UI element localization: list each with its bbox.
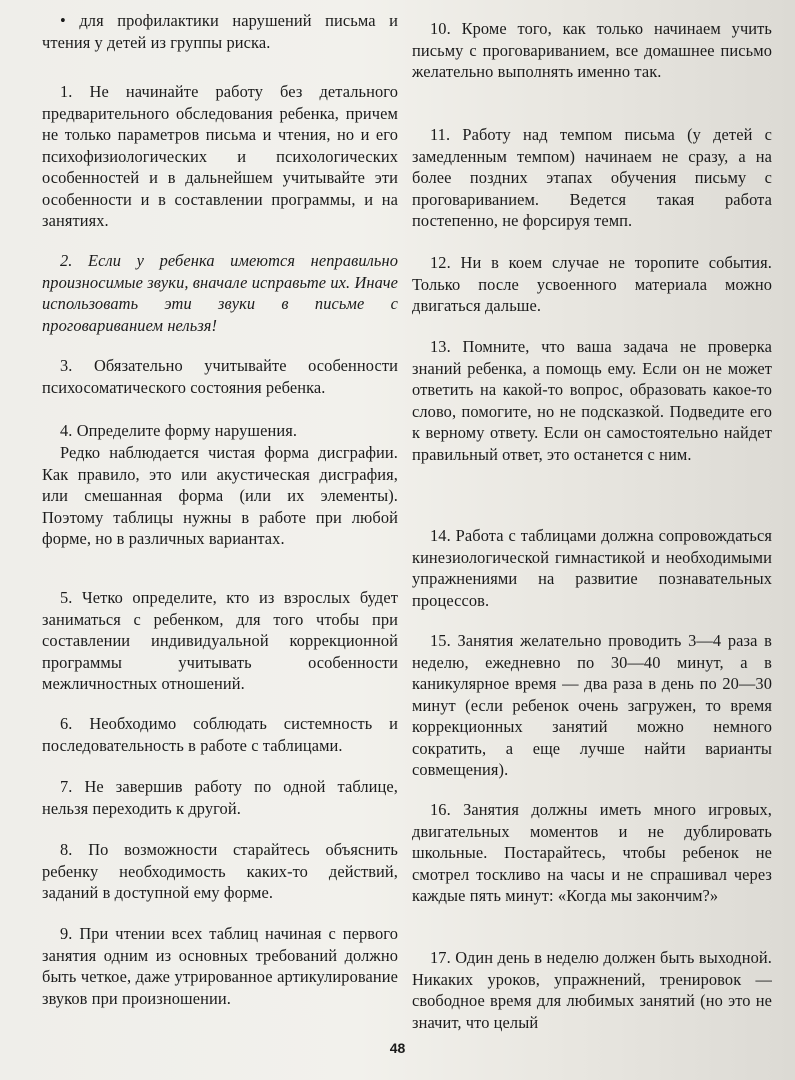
paragraph-4-body: Редко наблюдается чистая форма дисграфии. Как правило, это или акустическая дисграфия, или смешанная форма (или их элементы). Поэтому таблицы нужны в работе при любой форме, но в различных вариантах. bbox=[42, 443, 398, 548]
paragraph-5: 5. Четко определите, кто из взрослых будет заниматься с ребенком, для того чтобы при составлении индивидуальной коррекционной программы учитывать особенности межличностных отношений. bbox=[42, 588, 398, 693]
paragraph-16: 16. Занятия должны иметь много игровых, двигательных моментов и не дублировать школьные. Постарайтесь, чтобы ребенок не смотрел тоскливо на часы и не спрашивал через каждые пять минут: «Когда мы закончим?» bbox=[412, 800, 772, 905]
paragraph-4: 4. Определите форму нарушения. bbox=[60, 421, 298, 440]
paragraph-2: 2. Если у ребенка имеются неправильно произносимые звуки, вначале исправьте их. Иначе использовать эти звуки в письме с проговариванием нельзя! bbox=[42, 251, 398, 335]
paragraph-17: 17. Один день в неделю должен быть выходной. Никаких уроков, упражнений, тренировок — свободное время для любимых занятий (но это не значит, что целый bbox=[412, 948, 772, 1032]
paragraph-7: 7. Не завершив работу по одной таблице, нельзя переходить к другой. bbox=[42, 777, 398, 818]
bullet-paragraph: • для профилактики нарушений письма и чтения у детей из группы риска. bbox=[42, 11, 398, 52]
paragraph-1: 1. Не начинайте работу без детального предварительного обследования ребенка, причем не только параметров письма и чтения, но и его психофизиологических и психологических особенностей и в дальнейшем учитывайте эти особенности и в составлении программы, и на занятиях. bbox=[42, 82, 398, 230]
paragraph-9: 9. При чтении всех таблиц начиная с первого занятия одним из основных требований должно быть четкое, даже утрированное артикулирование звуков при произношении. bbox=[42, 924, 398, 1008]
paragraph-11: 11. Работу над темпом письма (у детей с замедленным темпом) начинаем не сразу, а на более поздних этапах обучения письму с проговариванием. Ведется такая работа постепенно, не форсируя темп. bbox=[412, 125, 772, 230]
paragraph-13: 13. Помните, что ваша задача не проверка знаний ребенка, а помощь ему. Если он не может ответить на какой-то вопрос, образовать какое-то слово, помогите, но не подсказкой. Подведите его к верному ответу. Если он самостоятельно найдет правильный ответ, это останется с ним. bbox=[412, 337, 772, 464]
page-number: 48 bbox=[389, 1040, 406, 1056]
paragraph-15: 15. Занятия желательно проводить 3—4 раза в неделю, ежедневно по 30—40 минут, а в каникулярное время — два раза в день по 20—30 минут (если ребенок очень загружен, то время коррекционных занятий можно немного сократить, а еще лучше найти варианты совмещения). bbox=[412, 631, 772, 779]
paragraph-8: 8. По возможности старайтесь объяснить ребенку необходимость каких-то действий, заданий в доступной ему форме. bbox=[42, 840, 398, 902]
paragraph-10: 10. Кроме того, как только начинаем учить письму с проговариванием, все домашнее письмо желательно выполнять именно так. bbox=[412, 19, 772, 81]
paragraph-6: 6. Необходимо соблюдать системность и последовательность в работе с таблицами. bbox=[42, 714, 398, 755]
paragraph-12: 12. Ни в коем случае не торопите события. Только после усвоенного материала можно двигаться дальше. bbox=[412, 253, 772, 315]
paragraph-14: 14. Работа с таблицами должна сопровождаться кинезиологической гимнастикой и необходимыми упражнениями на развитие познавательных процессов. bbox=[412, 526, 772, 610]
paragraph-3: 3. Обязательно учитывайте особенности психосоматического состояния ребенка. bbox=[42, 356, 398, 397]
